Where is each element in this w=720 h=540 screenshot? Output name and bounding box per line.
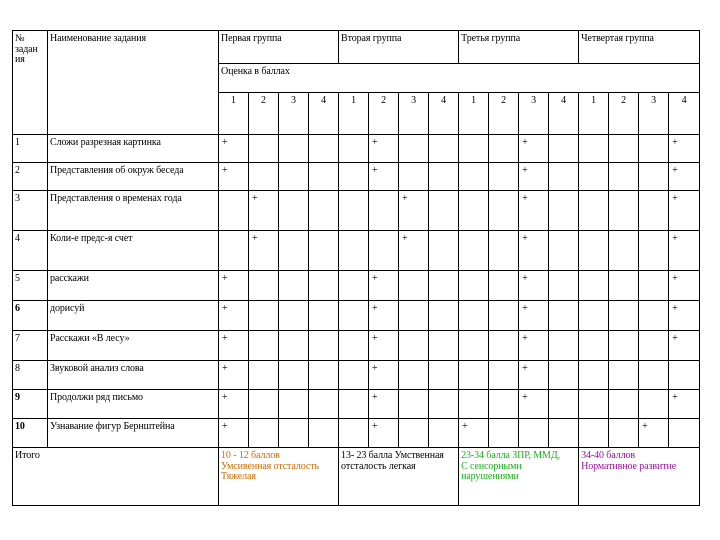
score-mark: + (219, 419, 249, 448)
score-mark (279, 390, 309, 419)
score-mark (549, 331, 579, 361)
score-mark (489, 419, 519, 448)
score-mark (549, 361, 579, 390)
task-name: Представления о временах года (48, 191, 219, 231)
score-mark (459, 135, 489, 163)
score-mark: + (519, 361, 549, 390)
row-number: 4 (13, 231, 48, 271)
score-mark (399, 331, 429, 361)
group-header-1: Первая группа (219, 31, 339, 64)
score-mark: + (219, 390, 249, 419)
score-number: 4 (549, 93, 579, 135)
score-mark (489, 135, 519, 163)
score-mark: + (519, 271, 549, 301)
table-row (13, 361, 700, 390)
score-mark (459, 271, 489, 301)
score-mark (249, 301, 279, 331)
score-mark (519, 419, 549, 448)
score-mark (579, 361, 609, 390)
score-mark (489, 390, 519, 419)
score-mark (669, 361, 700, 390)
task-name: Коли-е предс-я счет (48, 231, 219, 271)
score-mark (339, 301, 369, 331)
score-mark (489, 231, 519, 271)
score-mark (459, 361, 489, 390)
score-mark (249, 135, 279, 163)
row-number: 7 (13, 331, 48, 361)
score-mark (579, 419, 609, 448)
score-number: 2 (369, 93, 399, 135)
score-mark (339, 271, 369, 301)
totals-group3: 23-34 балла ЗПР, ММД, С сенсорными нарушениями (459, 448, 579, 506)
score-mark (609, 301, 639, 331)
score-mark (459, 390, 489, 419)
score-mark: + (369, 135, 399, 163)
score-mark (219, 231, 249, 271)
table-row (13, 419, 700, 448)
score-mark: + (669, 135, 700, 163)
score-number: 3 (399, 93, 429, 135)
score-mark (399, 135, 429, 163)
score-mark (639, 163, 669, 191)
score-mark (609, 163, 639, 191)
score-mark: + (219, 361, 249, 390)
task-name: Звуковой анализ слова (48, 361, 219, 390)
score-mark (339, 135, 369, 163)
totals-group1: 10 - 12 баллов Умсивенная отсталость Тяжелая (219, 448, 339, 506)
score-mark (609, 331, 639, 361)
score-mark (609, 191, 639, 231)
task-name: Сложи разрезная картинка (48, 135, 219, 163)
score-mark (429, 191, 459, 231)
score-number: 2 (609, 93, 639, 135)
score-mark: + (669, 331, 700, 361)
score-mark (339, 331, 369, 361)
score-mark (609, 231, 639, 271)
score-mark (489, 163, 519, 191)
score-mark (429, 419, 459, 448)
score-number: 4 (669, 93, 700, 135)
score-number: 3 (639, 93, 669, 135)
table-row (13, 191, 700, 231)
score-mark (549, 163, 579, 191)
score-mark: + (369, 163, 399, 191)
score-number: 1 (219, 93, 249, 135)
score-mark (309, 361, 339, 390)
score-mark (279, 135, 309, 163)
totals-group4: 34-40 баллов Нормативное развитие (579, 448, 700, 506)
score-mark (429, 271, 459, 301)
score-mark (459, 191, 489, 231)
score-mark (309, 231, 339, 271)
score-mark (309, 419, 339, 448)
score-mark: + (219, 163, 249, 191)
score-mark (309, 331, 339, 361)
score-mark (549, 301, 579, 331)
score-mark: + (519, 231, 549, 271)
score-mark: + (519, 331, 549, 361)
score-mark (429, 390, 459, 419)
score-mark (399, 419, 429, 448)
score-mark (279, 361, 309, 390)
score-mark (279, 191, 309, 231)
score-number: 1 (459, 93, 489, 135)
score-mark (489, 191, 519, 231)
score-mark (579, 231, 609, 271)
score-mark (309, 301, 339, 331)
score-mark: + (669, 163, 700, 191)
score-mark (279, 231, 309, 271)
score-mark (579, 301, 609, 331)
score-mark: + (219, 271, 249, 301)
score-number: 3 (519, 93, 549, 135)
score-mark: + (219, 135, 249, 163)
row-number: 5 (13, 271, 48, 301)
score-mark: + (519, 135, 549, 163)
score-mark (489, 301, 519, 331)
task-name: Узнавание фигур Бернштейна (48, 419, 219, 448)
score-mark: + (519, 191, 549, 231)
table-row (13, 163, 700, 191)
score-mark: + (399, 231, 429, 271)
score-mark (399, 163, 429, 191)
score-mark (549, 191, 579, 231)
score-mark: + (459, 419, 489, 448)
score-mark (279, 331, 309, 361)
task-name: Продолжи ряд письмо (48, 390, 219, 419)
score-mark (429, 135, 459, 163)
score-mark (369, 231, 399, 271)
score-mark (429, 231, 459, 271)
score-mark (489, 271, 519, 301)
score-mark (579, 271, 609, 301)
table-row (13, 271, 700, 301)
score-mark (549, 271, 579, 301)
score-mark (339, 191, 369, 231)
score-number: 2 (489, 93, 519, 135)
score-mark: + (669, 301, 700, 331)
score-mark (249, 361, 279, 390)
score-mark (279, 271, 309, 301)
totals-group2: 13- 23 балла Умственная отсталость легкая (339, 448, 459, 506)
score-mark (639, 331, 669, 361)
score-mark (279, 419, 309, 448)
assessment-table (12, 30, 700, 506)
score-mark: + (519, 390, 549, 419)
table-row (13, 135, 700, 163)
row-number: 8 (13, 361, 48, 390)
score-mark (399, 361, 429, 390)
score-mark (339, 390, 369, 419)
row-number: 2 (13, 163, 48, 191)
score-mark: + (249, 191, 279, 231)
score-mark: + (369, 301, 399, 331)
score-number: 4 (309, 93, 339, 135)
score-mark: + (519, 301, 549, 331)
score-mark (249, 163, 279, 191)
score-mark (309, 390, 339, 419)
score-mark (609, 390, 639, 419)
score-mark: + (369, 271, 399, 301)
score-mark: + (249, 231, 279, 271)
score-mark (459, 231, 489, 271)
score-label: Оценка в баллах (219, 64, 700, 93)
table-row (13, 390, 700, 419)
row-number: 10 (13, 419, 48, 448)
score-mark (429, 361, 459, 390)
score-mark (639, 231, 669, 271)
score-mark: + (669, 271, 700, 301)
table-row (13, 231, 700, 271)
task-name: Расскажи «В лесу» (48, 331, 219, 361)
score-mark (249, 271, 279, 301)
score-mark (399, 301, 429, 331)
score-mark (249, 419, 279, 448)
score-mark (459, 163, 489, 191)
score-mark (549, 419, 579, 448)
row-number: 6 (13, 301, 48, 331)
score-mark (399, 390, 429, 419)
score-mark (549, 231, 579, 271)
score-mark (399, 271, 429, 301)
score-mark (579, 163, 609, 191)
group-header-3: Третья группа (459, 31, 579, 64)
score-mark (339, 361, 369, 390)
score-mark (549, 135, 579, 163)
score-mark (339, 419, 369, 448)
totals-row (13, 448, 700, 506)
score-number: 3 (279, 93, 309, 135)
score-number: 1 (339, 93, 369, 135)
score-mark (219, 191, 249, 231)
score-mark (579, 135, 609, 163)
group-header-4: Четвертая группа (579, 31, 700, 64)
score-mark: + (669, 231, 700, 271)
score-mark: + (639, 419, 669, 448)
score-mark (309, 191, 339, 231)
score-mark (339, 163, 369, 191)
totals-label: Итого (13, 448, 219, 506)
score-mark (639, 135, 669, 163)
score-mark (579, 331, 609, 361)
score-mark (609, 271, 639, 301)
score-mark (639, 390, 669, 419)
score-mark: + (519, 163, 549, 191)
group-header-2: Вторая группа (339, 31, 459, 64)
score-mark (459, 301, 489, 331)
score-number: 1 (579, 93, 609, 135)
score-mark: + (219, 301, 249, 331)
score-mark (639, 301, 669, 331)
score-mark: + (369, 331, 399, 361)
score-mark (579, 191, 609, 231)
score-mark (249, 331, 279, 361)
score-mark (639, 191, 669, 231)
table-row (13, 331, 700, 361)
score-mark (339, 231, 369, 271)
score-mark: + (669, 191, 700, 231)
score-mark (639, 271, 669, 301)
score-mark (429, 331, 459, 361)
score-mark: + (369, 361, 399, 390)
task-name-header: Наименование задания (48, 31, 219, 135)
score-mark (309, 271, 339, 301)
score-mark (309, 135, 339, 163)
number-header: № задан ия (13, 31, 48, 135)
score-mark: + (399, 191, 429, 231)
score-number: 2 (249, 93, 279, 135)
score-mark (489, 331, 519, 361)
score-mark (549, 390, 579, 419)
row-number: 1 (13, 135, 48, 163)
score-mark: + (369, 390, 399, 419)
row-number: 9 (13, 390, 48, 419)
score-mark: + (219, 331, 249, 361)
task-name: дорисуй (48, 301, 219, 331)
score-mark (279, 301, 309, 331)
score-mark (609, 419, 639, 448)
score-mark: + (369, 419, 399, 448)
score-mark (249, 390, 279, 419)
table-row (13, 301, 700, 331)
score-number: 4 (429, 93, 459, 135)
task-name: Представления об окруж беседа (48, 163, 219, 191)
score-mark (429, 301, 459, 331)
score-mark (489, 361, 519, 390)
score-mark (429, 163, 459, 191)
task-name: расскажи (48, 271, 219, 301)
score-mark (639, 361, 669, 390)
score-mark (459, 331, 489, 361)
score-mark (309, 163, 339, 191)
score-mark (609, 361, 639, 390)
row-number: 3 (13, 191, 48, 231)
score-mark: + (669, 390, 700, 419)
score-mark (669, 419, 700, 448)
score-mark (609, 135, 639, 163)
score-mark (279, 163, 309, 191)
score-mark (579, 390, 609, 419)
score-mark (369, 191, 399, 231)
